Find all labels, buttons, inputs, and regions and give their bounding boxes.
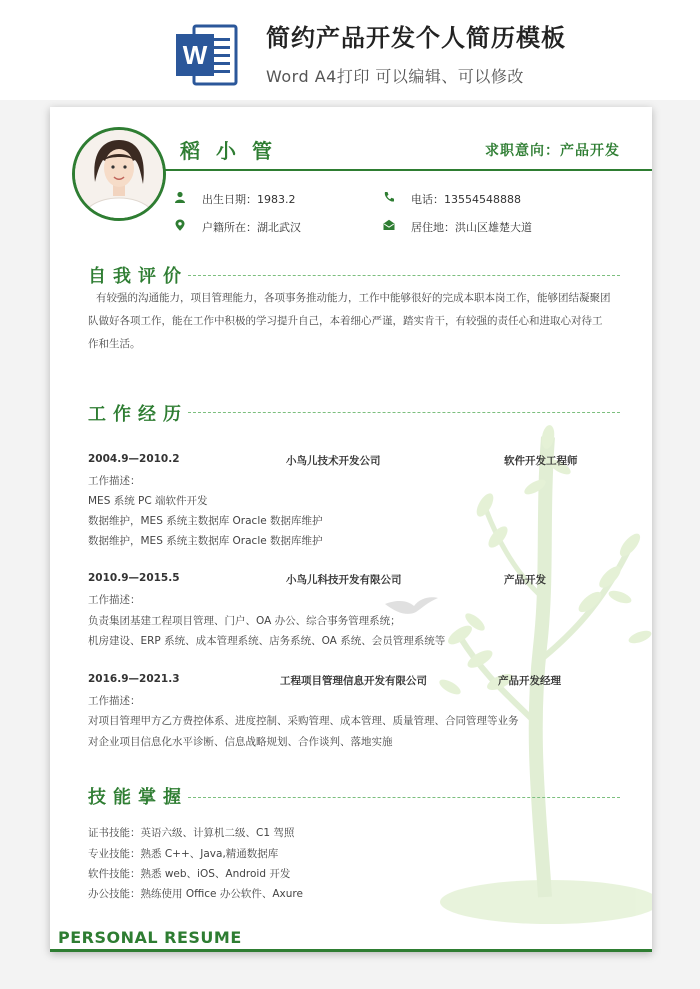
job-date: 2004.9—2010.2 <box>88 453 180 465</box>
job-desc-line: 机房建设、ERP 系统、成本管理系统、店务系统、OA 系统、会员管理系统等 <box>88 635 446 647</box>
job-position: 产品开发经理 <box>498 675 561 687</box>
svg-text:W: W <box>182 40 208 70</box>
person-icon <box>174 191 186 203</box>
skill-line: 证书技能：英语六级、计算机二级、C1 驾照 <box>88 827 295 839</box>
skills-heading: 技能掌握 <box>88 787 188 808</box>
job-date: 2010.9—2015.5 <box>88 572 180 584</box>
job-position: 产品开发 <box>504 574 546 586</box>
phone-icon <box>383 191 395 203</box>
job-company: 工程项目管理信息开发有限公司 <box>280 675 427 687</box>
template-title: 简约产品开发个人简历模板 <box>266 24 566 52</box>
job-desc-label: 工作描述： <box>88 594 141 606</box>
job-desc-line: 对项目管理甲方乙方费控体系、进度控制、采购管理、成本管理、质量管理、合同管理等业务 <box>88 715 519 727</box>
job-intention: 求职意向：产品开发 <box>485 143 620 159</box>
skill-line: 软件技能：熟悉 web、iOS、Android 开发 <box>88 868 291 880</box>
job-desc-line: MES 系统 PC 端软件开发 <box>88 495 208 507</box>
job-desc-line: 负责集团基建工程项目管理、门户、OA 办公、综合事务管理系统； <box>88 615 401 627</box>
self-eval-line: 有较强的沟通能力，项目管理能力，各项事务推动能力，工作中能够很好的完成本职本岗工作，能够团结凝聚团 <box>96 292 611 304</box>
phone-number: 电话：13554548888 <box>411 193 521 206</box>
template-subtitle: Word A4打印 可以编辑、可以修改 <box>266 67 524 86</box>
work-heading: 工作经历 <box>88 404 188 425</box>
birth-date: 出生日期：1983.2 <box>202 193 296 206</box>
resume-page <box>50 107 652 952</box>
word-document-icon <box>174 22 240 88</box>
template-banner <box>0 0 700 100</box>
self-eval-heading: 自我评价 <box>88 266 188 287</box>
hukou-location: 户籍所在：湖北武汉 <box>202 221 301 234</box>
skill-line: 办公技能：熟练使用 Office 办公软件、Axure <box>88 888 303 900</box>
location-pin-icon <box>174 219 186 231</box>
skill-line: 专业技能：熟悉 C++、Java,精通数据库 <box>88 848 279 860</box>
job-desc-label: 工作描述： <box>88 475 141 487</box>
candidate-name: 稻小管 <box>180 139 288 163</box>
job-desc-label: 工作描述： <box>88 695 141 707</box>
footer-bar <box>50 949 652 952</box>
self-eval-text <box>88 287 618 356</box>
job-position: 软件开发工程师 <box>504 455 578 467</box>
profile-photo <box>72 127 166 221</box>
job-company: 小鸟儿技术开发公司 <box>286 455 381 467</box>
self-eval-line: 队做好各项工作，能在工作中积极的学习提升自己，本着细心严谨，踏实肯干，有较强的责任心和进取心对待工 <box>88 315 603 327</box>
job-company: 小鸟儿科技开发有限公司 <box>286 574 402 586</box>
self-eval-line: 作和生活。 <box>88 338 141 350</box>
job-desc-line: 数据维护，MES 系统主数据库 Oracle 数据库维护 <box>88 515 323 527</box>
job-desc-line: 对企业项目信息化水平诊断、信息战略规划、合作谈判、落地实施 <box>88 736 393 748</box>
job-desc-line: 数据维护，MES 系统主数据库 Oracle 数据库维护 <box>88 535 323 547</box>
header-divider <box>163 169 652 171</box>
mail-icon <box>383 219 395 231</box>
skills-divider <box>188 797 620 798</box>
job-date: 2016.9—2021.3 <box>88 673 180 685</box>
self-eval-divider <box>188 275 620 276</box>
personal-resume-footer: PERSONAL RESUME <box>58 928 242 947</box>
work-divider <box>188 412 620 413</box>
residence-address: 居住地：洪山区雄楚大道 <box>411 221 532 234</box>
